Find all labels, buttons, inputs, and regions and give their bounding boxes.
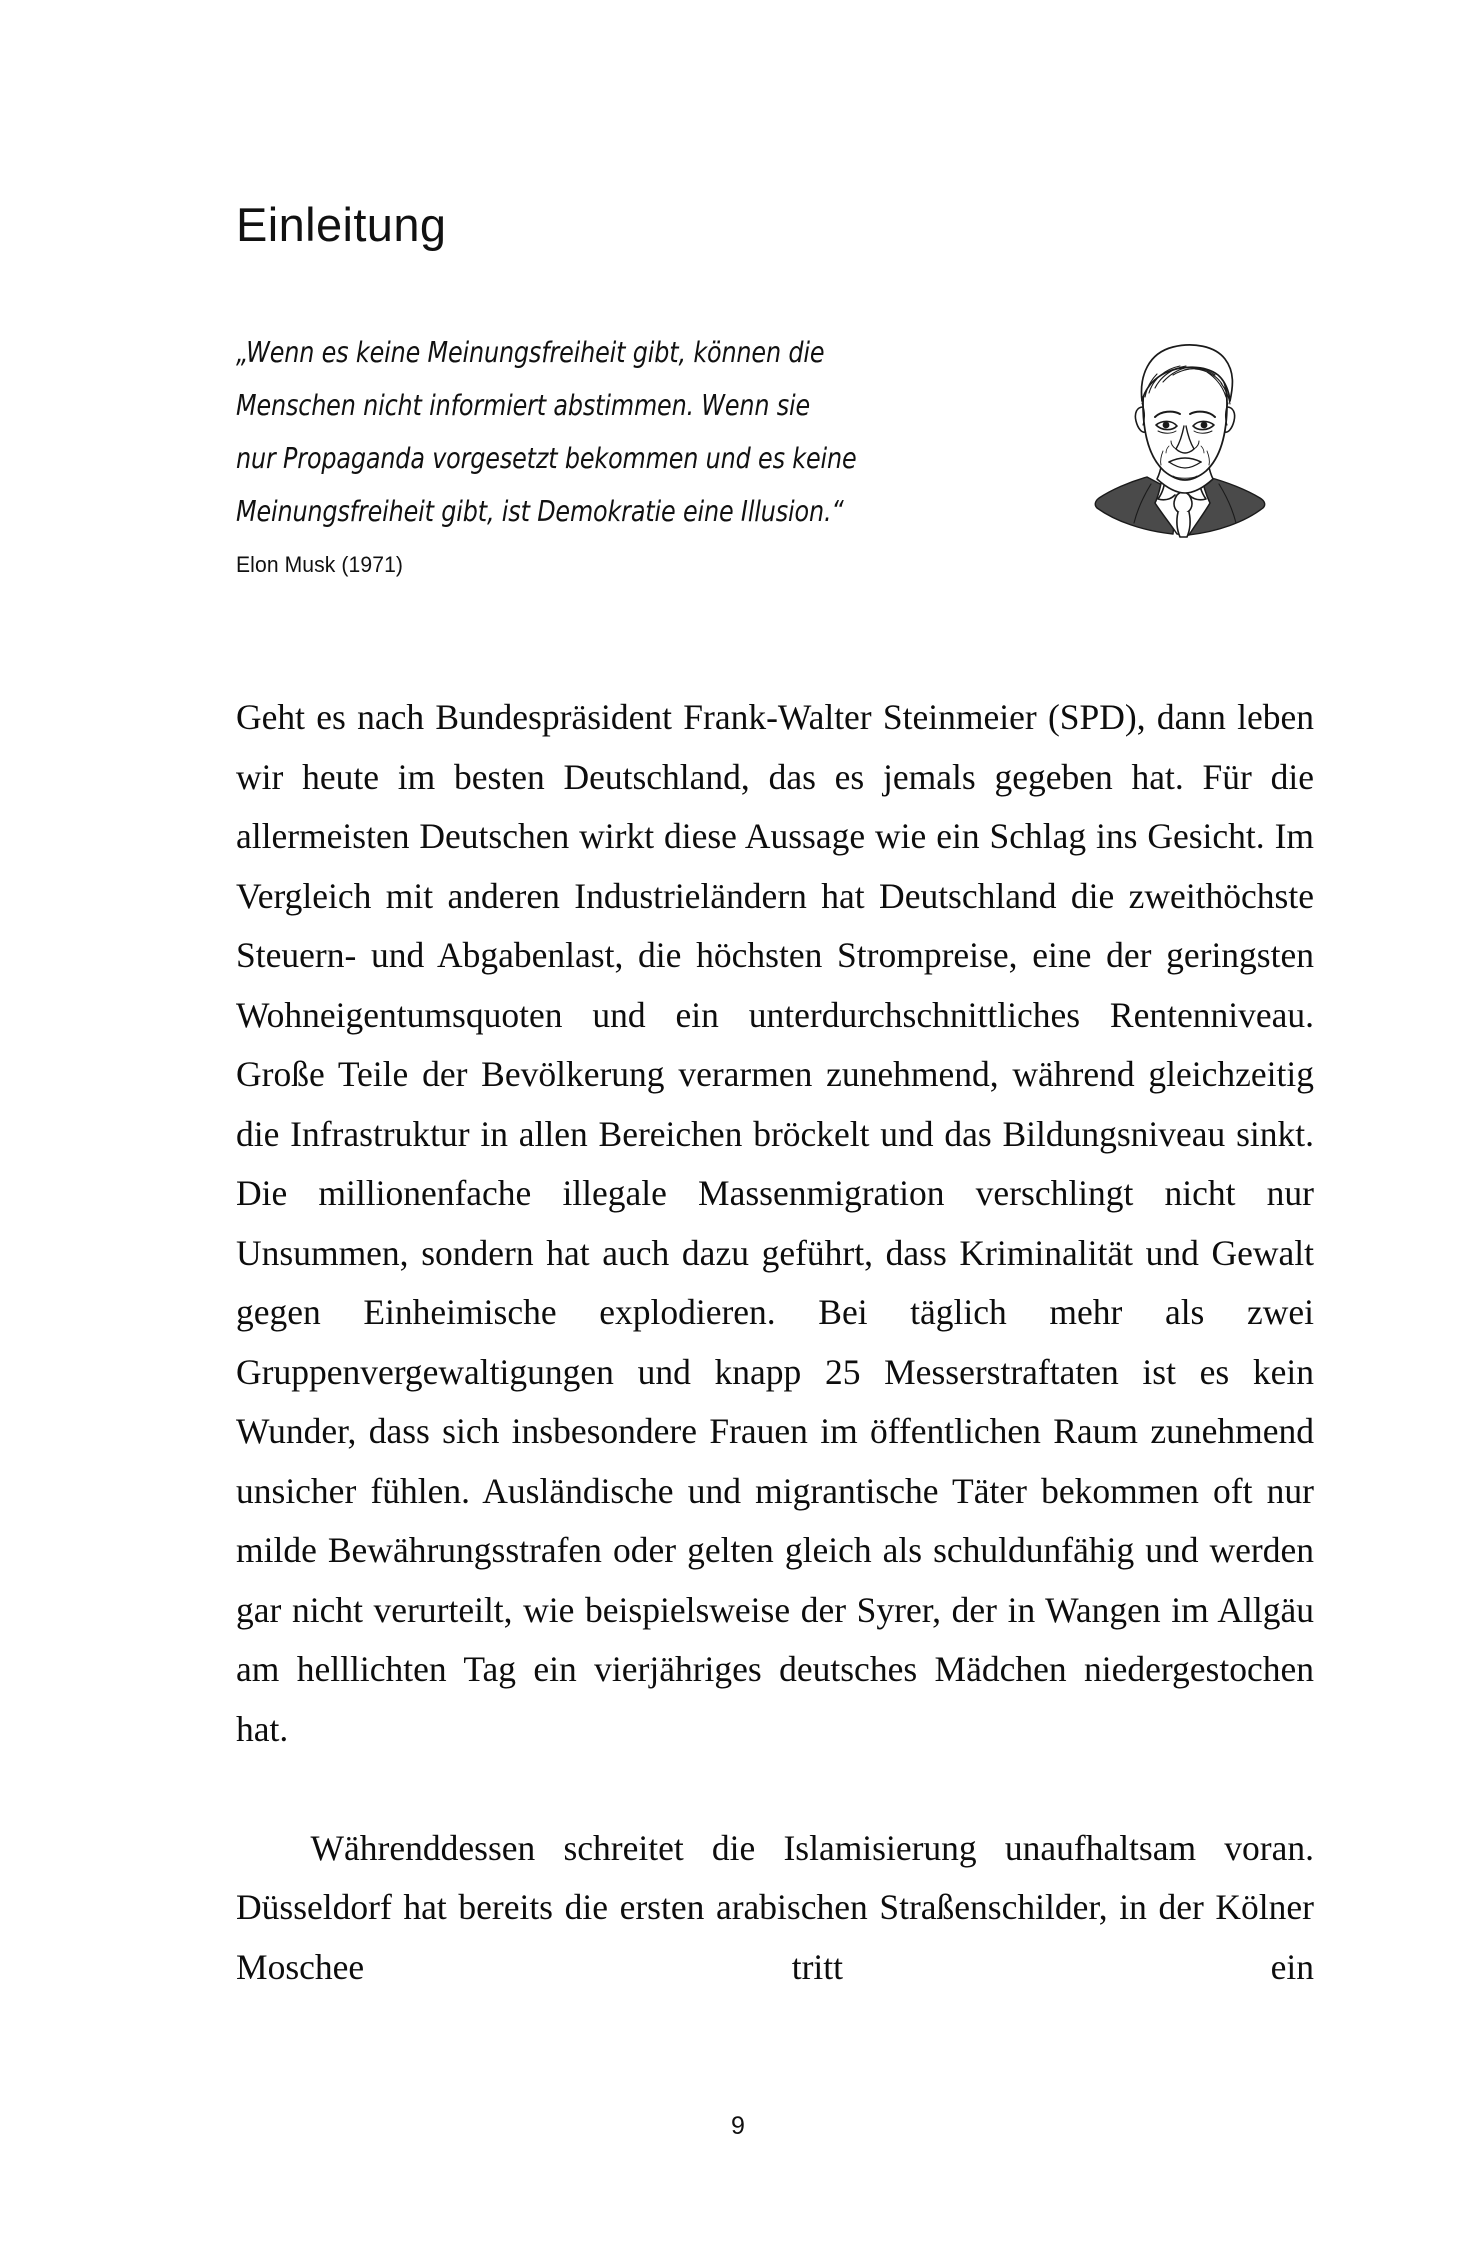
quote-line: Meinungsfreiheit gibt, ist Demokratie eine Illusion.“ [236, 495, 844, 528]
pull-quote-block [236, 326, 1066, 578]
quote-text [236, 326, 1008, 538]
page-number: 9 [731, 2112, 745, 2140]
quote-line: Menschen nicht informiert abstimmen. Wenn sie [236, 389, 811, 422]
quote-line: nur Propaganda vorgesetzt bekommen und es keine [236, 442, 857, 475]
elon-musk-portrait-icon [1085, 325, 1285, 550]
body-paragraph: Währenddessen schreitet die Islamisierung unaufhaltsam voran. Düsseldorf hat bereits die ersten arabischen Straßenschilder, in der Kölner Moschee tritt ein [236, 1827, 1314, 1987]
quote-line: „Wenn es keine Meinungsfreiheit gibt, können die [236, 336, 825, 369]
body-text [236, 688, 1314, 2057]
page-title: Einleitung [236, 198, 447, 252]
quote-attribution: Elon Musk (1971) [236, 552, 404, 577]
body-paragraph: Geht es nach Bundespräsident Frank-Walter Steinmeier (SPD), dann leben wir heute im besten Deutschland, das es jemals gegeben hat. Für die allermeisten Deutschen wirkt diese Aussage wie ein Schlag ins Gesicht. Im Vergleich mit anderen Industrieländern hat Deutschland die zweithöchste Steuern- und Abgabenlast, die höchsten Strompreise, eine der geringsten Wohneigentumsquoten und ein unterdurchschnittliches Rentenniveau. Große Teile der Bevölkerung verarmen zunehmend, während gleichzeitig die Infrastruktur in allen Bereichen bröckelt und das Bildungsniveau sinkt. Die millionenfache illegale Massenmigration verschlingt nicht nur Unsummen, sondern hat auch dazu geführt, dass Kriminalität und Gewalt gegen Einheimische explodieren. Bei täglich mehr als zwei Gruppenvergewaltigungen und knapp 25 Messerstraftaten ist es kein Wunder, dass sich insbesondere Frauen im öffentlichen Raum zunehmend unsicher fühlen. Ausländische und migrantische Täter bekommen oft nur milde Bewährungsstrafen oder gelten gleich als schuldunfähig und werden gar nicht verurteilt, wie beispielsweise der Syrer, der in Wangen im Allgäu am helllichten Tag ein vierjähriges deutsches Mädchen niedergestochen hat. [236, 697, 1314, 1749]
